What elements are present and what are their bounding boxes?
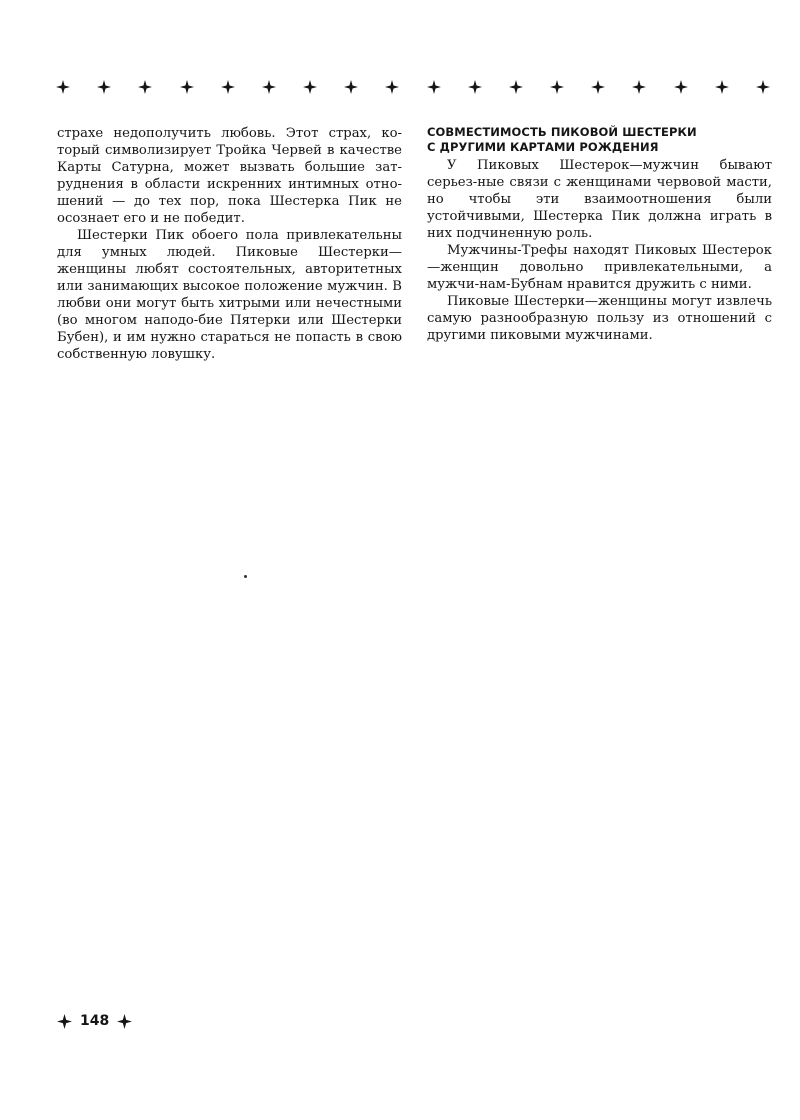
- left-column: [57, 125, 402, 363]
- four-point-star-icon: [303, 80, 317, 94]
- page-folio: [57, 1010, 132, 1032]
- four-point-star-icon: [57, 1014, 72, 1029]
- four-point-star-icon: [56, 80, 70, 94]
- four-point-star-icon: [262, 80, 276, 94]
- left-paragraph-2: Шестерки Пик обоего пола привлекательны для умных людей. Пиковые Шестерки—женщины любят состоятельных, авторитетных или занимающих высокое положение мужчин. В любви они могут быть хитрыми или нечестными (во многом наподо-бие Пятерки или Шестерки Бубен), и им нужно стараться не попасть в свою собственную ловушку.: [57, 228, 402, 362]
- ornament-star-row: [56, 76, 770, 98]
- four-point-star-icon: [674, 80, 688, 94]
- four-point-star-icon: [715, 80, 729, 94]
- four-point-star-icon: [468, 80, 482, 94]
- four-point-star-icon: [344, 80, 358, 94]
- section-heading-line-2: С ДРУГИМИ КАРТАМИ РОЖДЕНИЯ: [427, 140, 659, 154]
- right-paragraph-3: Пиковые Шестерки—женщины могут извлечь самую разнообразную пользу из отношений с другими пиковыми мужчинами.: [427, 294, 772, 343]
- four-point-star-icon: [756, 80, 770, 94]
- four-point-star-icon: [117, 1014, 132, 1029]
- four-point-star-icon: [427, 80, 441, 94]
- four-point-star-icon: [385, 80, 399, 94]
- left-paragraph-1: страхе недополучить любовь. Этот страх, ко-торый символизирует Тройка Червей в качестве Карты Сатурна, может вызвать большие зат-руднения в области искренних интимных отно-шений — до тех пор, пока Шестерка Пик не осознает его и не победит.: [57, 126, 402, 226]
- section-heading: [427, 125, 772, 155]
- four-point-star-icon: [180, 80, 194, 94]
- four-point-star-icon: [97, 80, 111, 94]
- right-column: [427, 125, 772, 344]
- section-heading-line-1: СОВМЕСТИМОСТЬ ПИКОВОЙ ШЕСТЕРКИ: [427, 125, 697, 139]
- print-speck: [244, 575, 247, 578]
- four-point-star-icon: [138, 80, 152, 94]
- four-point-star-icon: [221, 80, 235, 94]
- four-point-star-icon: [509, 80, 523, 94]
- right-paragraph-1: У Пиковых Шестерок—мужчин бывают серьез-ные связи с женщинами червовой масти, но чтобы эти взаимоотношения были устойчивыми, Шестерка Пик должна играть в них подчиненную роль.: [427, 158, 772, 241]
- four-point-star-icon: [550, 80, 564, 94]
- four-point-star-icon: [632, 80, 646, 94]
- right-paragraph-2: Мужчины-Трефы находят Пиковых Шестерок—женщин довольно привлекательными, а мужчи-нам-Бубнам нравится дружить с ними.: [427, 243, 772, 292]
- four-point-star-icon: [591, 80, 605, 94]
- page-number: 148: [80, 1013, 110, 1029]
